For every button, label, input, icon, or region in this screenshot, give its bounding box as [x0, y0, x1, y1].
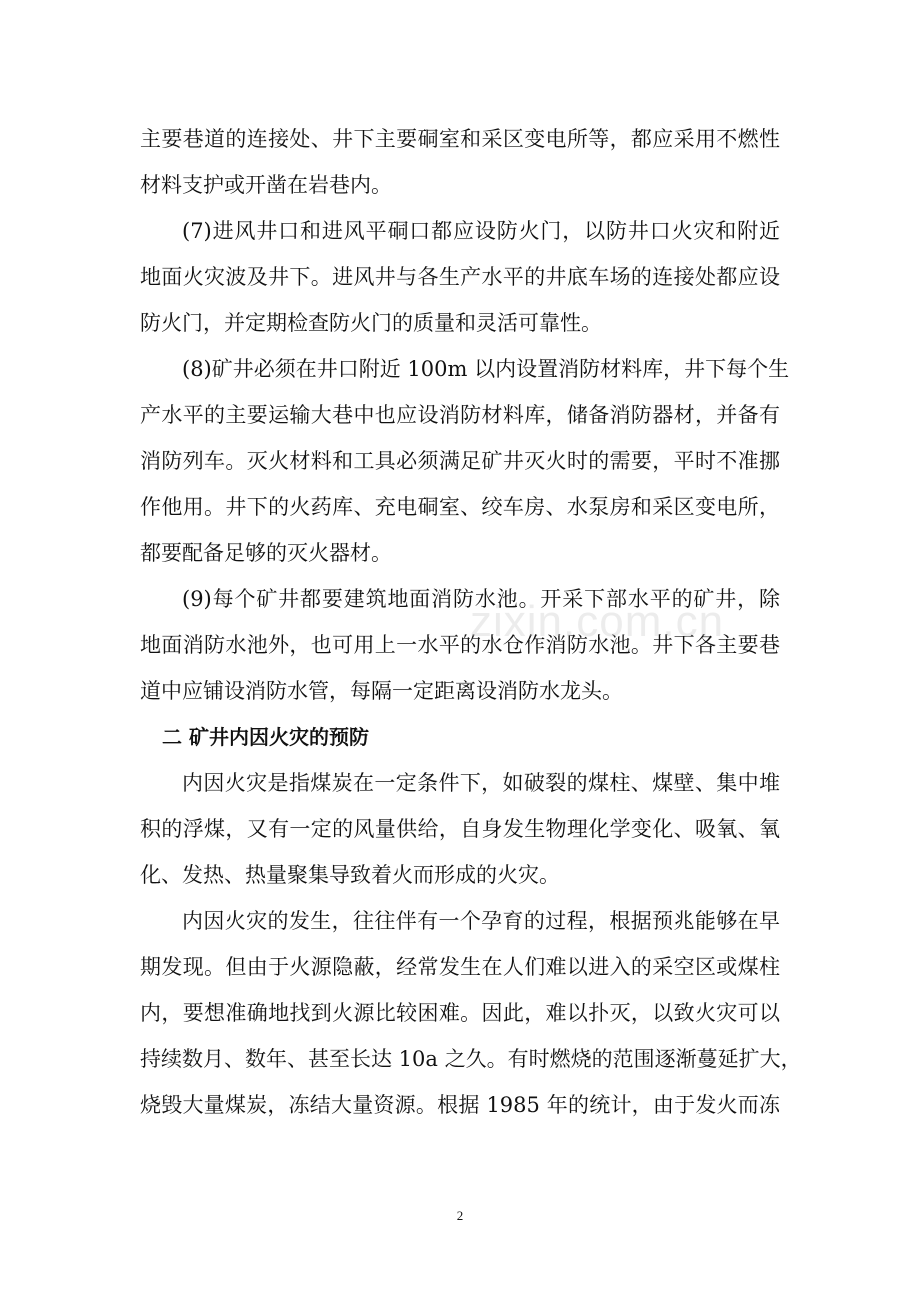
text-line: (9)每个矿井都要建筑地面消防水池。开采下部水平的矿井，除 — [182, 587, 780, 611]
document-body — [140, 116, 802, 1128]
paragraph-characteristics — [140, 898, 802, 1128]
text-line: 烧毁大量煤炭，冻结大量资源。根据 1985 年的统计，由于发火而冻 — [140, 1093, 780, 1117]
text-line: 积的浮煤，又有一定的风量供给，自身发生物理化学变化、吸氧、氧 — [140, 817, 780, 841]
text-line: 地面消防水池外，也可用上一水平的水仓作消防水池。井下各主要巷 — [140, 633, 780, 657]
text-line: 期发现。但由于火源隐蔽，经常发生在人们难以进入的采空区或煤柱 — [140, 955, 780, 979]
text-line: 主要巷道的连接处、井下主要硐室和采区变电所等，都应采用不燃性 — [140, 127, 780, 151]
section-heading: 二 矿井内因火灾的预防 — [162, 725, 369, 749]
paragraph-item-9 — [140, 576, 780, 714]
paragraph-continuation — [140, 116, 780, 208]
text-line: 内因火灾是指煤炭在一定条件下，如破裂的煤柱、煤壁、集中堆 — [182, 771, 780, 795]
page-number: 2 — [456, 1208, 464, 1223]
text-line: 防火门，并定期检查防火门的质量和灵活可靠性。 — [140, 311, 602, 335]
text-line: 材料支护或开凿在岩巷内。 — [140, 173, 392, 197]
text-line: 地面火灾波及井下。进风井与各生产水平的井底车场的连接处都应设 — [140, 265, 780, 289]
text-line: 内因火灾的发生，往往伴有一个孕育的过程，根据预兆能够在早 — [182, 909, 780, 933]
text-line: 都要配备足够的灭火器材。 — [140, 541, 392, 565]
paragraph-definition — [140, 760, 780, 898]
paragraph-item-7 — [140, 208, 780, 346]
text-line: 化、发热、热量聚集导致着火而形成的火灾。 — [140, 863, 560, 887]
text-line: 持续数月、数年、甚至长达 10a 之久。有时燃烧的范围逐渐蔓延扩大， — [140, 1047, 802, 1071]
text-line: 消防列车。灭火材料和工具必须满足矿井灭火时的需要，平时不准挪 — [140, 449, 780, 473]
text-line: 作他用。井下的火药库、充电硐室、绞车房、水泵房和采区变电所， — [140, 495, 780, 519]
text-line: 产水平的主要运输大巷中也应设消防材料库，储备消防器材，并备有 — [140, 403, 780, 427]
text-line: (7)进风井口和进风平硐口都应设防火门，以防井口火灾和附近 — [182, 219, 780, 243]
text-line: 道中应铺设消防水管，每隔一定距离设消防水龙头。 — [140, 679, 623, 703]
paragraph-item-8 — [140, 346, 790, 576]
watermark: zixin.com.cn — [470, 597, 725, 646]
text-line: (8)矿井必须在井口附近 100m 以内设置消防材料库，井下每个生 — [182, 357, 790, 381]
text-line: 内，要想准确地找到火源比较困难。因此，难以扑灭，以致火灾可以 — [140, 1001, 780, 1025]
